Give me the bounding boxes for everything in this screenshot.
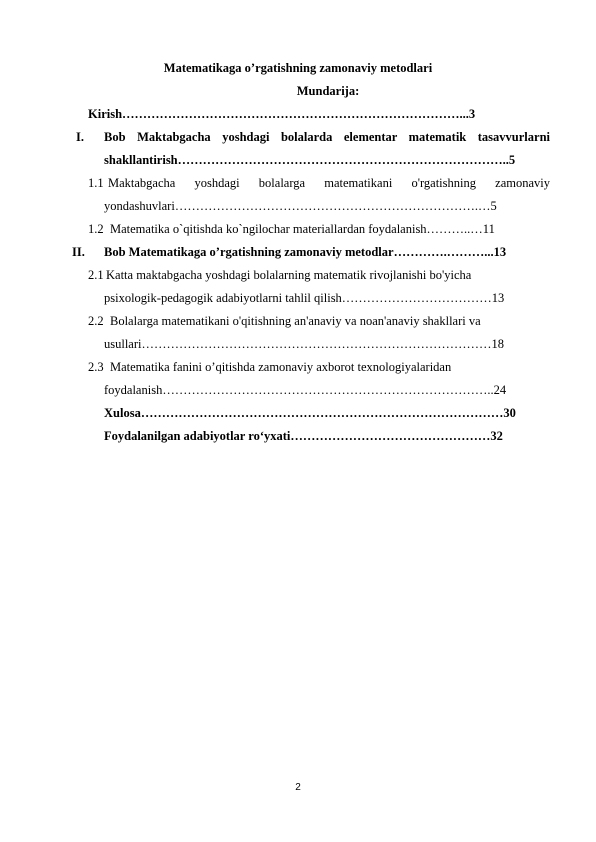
toc-entry-references[interactable]: Foydalanilgan adabiyotlar ro‘yxati…………………………………………32 <box>104 429 503 443</box>
toc-entry-xulosa[interactable]: Xulosa……………………………………………………………………………30 <box>104 406 516 420</box>
toc-section-1-1-title-cont[interactable]: yondashuvlari……………………………………………………………….…5 <box>104 199 497 213</box>
toc-entry-kirish[interactable]: Kirish………………………………………………………………………...3 <box>88 107 476 121</box>
toc-section-2-3-title[interactable]: Matematika fanini o’qitishda zamonaviy axborot texnologiyalaridan <box>110 360 452 374</box>
toc-section-1-1-number: 1.1 <box>88 176 104 190</box>
toc-section-2-1-number: 2.1 <box>88 268 104 282</box>
toc-chapter-1-number: I. <box>76 130 84 144</box>
contents-heading: Mundarija: <box>296 84 360 98</box>
toc-section-1-2-title[interactable]: Matematika o`qitishda ko`ngilochar materiallardan foydalanish………..…11 <box>110 222 495 236</box>
toc-chapter-2-title[interactable]: Bob Matematikaga o’rgatishning zamonaviy metodlar………….………...13 <box>104 245 507 259</box>
toc-section-2-2-number: 2.2 <box>88 314 104 328</box>
toc-section-2-1-title[interactable]: Katta maktabgacha yoshdagi bolalarning matematik rivojlanishi bo'yicha <box>106 268 472 282</box>
toc-chapter-1-title[interactable]: Bob Maktabgacha yoshdagi bolalarda elementar matematik tasavvurlarni <box>104 130 550 144</box>
toc-chapter-1-title-cont[interactable]: shakllantirish……………………………………………………………………..5 <box>104 153 516 167</box>
toc-section-2-3-number: 2.3 <box>88 360 104 374</box>
toc-section-1-2-number: 1.2 <box>88 222 104 236</box>
toc-section-2-3-title-cont[interactable]: foydalanish……………………………………………………………………..24 <box>104 383 507 397</box>
toc-section-1-1-title[interactable]: Maktabgacha yoshdagi bolalarga matematikani o'rgatishning zamonaviy <box>108 176 550 190</box>
toc-section-2-2-title[interactable]: Bolalarga matematikani o'qitishning an'anaviy va noan'anaviy shakllari va <box>110 314 481 328</box>
toc-section-2-2-title-cont[interactable]: usullari…………………………………………………………………………18 <box>104 337 504 351</box>
toc-section-2-1-title-cont[interactable]: psixologik-pedagogik adabiyotlarni tahlil qilish………………………………13 <box>104 291 505 305</box>
toc-chapter-2-number: II. <box>72 245 85 259</box>
document-title: Matematikaga o’rgatishning zamonaviy metodlari <box>163 61 433 75</box>
page-number: 2 <box>295 782 301 793</box>
